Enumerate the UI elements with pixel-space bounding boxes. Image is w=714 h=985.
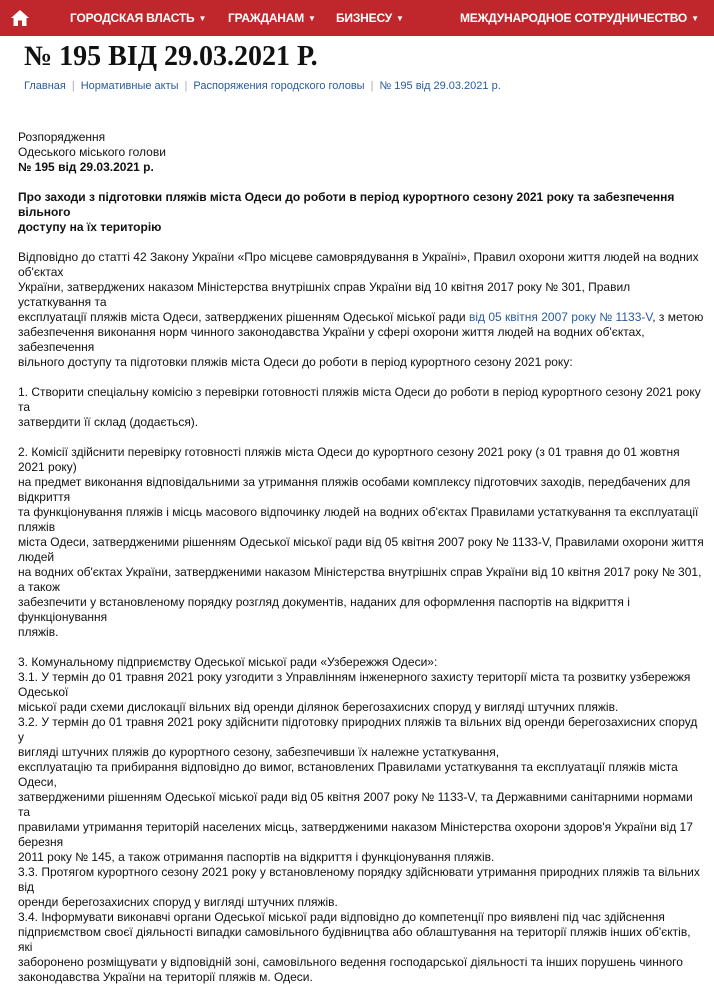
doc-line: пляжів. — [18, 625, 59, 639]
doc-line: Відповідно до статті 42 Закону України «Про місцеве самоврядування в Україні», Правил охорони життя людей на водних об'єктах — [18, 250, 699, 279]
doc-line: вільного доступу та підготовки пляжів міста Одеси до роботи в період курортного сезону 2021 року: — [18, 355, 573, 369]
breadcrumb-home[interactable]: Главная — [24, 80, 66, 92]
doc-line: міської ради схеми дислокації вільних від оренди ділянок берегозахисних споруд у вигляді штучних пляжів. — [18, 700, 619, 714]
document-body — [18, 130, 706, 985]
doc-line: оренди берегозахисних споруд у вигляді штучних пляжів. — [18, 895, 338, 909]
doc-line: правилами утримання територій населених місць, затвердженими наказом Міністерства охорони здоров'я України від 17 березня — [18, 820, 693, 849]
page-title: № 195 ВІД 29.03.2021 Р. — [24, 41, 318, 72]
doc-line: та функціонування пляжів і місць масового відпочинку людей на водних об'єктах Правилами устаткування та експлуатації пляжів — [18, 505, 699, 534]
doc-line: експлуатацію та прибирання відповідно до вимог, встановлених Правилами устаткування та експлуатації пляжів міста Одеси, — [18, 760, 678, 789]
doc-item-3 — [18, 655, 706, 985]
doc-subject — [18, 190, 706, 235]
chevron-down-icon: ▼ — [396, 14, 404, 23]
doc-line: 1. Створити спеціальну комісію з перевірки готовності пляжів міста Одеси до роботи в період курортного сезону 2021 року та — [18, 385, 701, 414]
breadcrumb-mayor-orders[interactable]: Распоряжения городского головы — [193, 80, 365, 92]
doc-header — [18, 130, 706, 175]
breadcrumb — [24, 80, 501, 92]
doc-line: 3.4. Інформувати виконавчі органи Одеської міської ради відповідно до компетенції про виявлені під час здійснення — [18, 910, 665, 924]
doc-line: затвердженими рішенням Одеської міської ради від 05 квітня 2007 року № 1133-V, та Державними санітарними нормами та — [18, 790, 693, 819]
doc-issuer: Одеського міського голови — [18, 145, 166, 159]
doc-line: заборонено розміщувати у відповідній зоні, самовільного ведення господарської діяльності та інших порушень чинного — [18, 955, 683, 969]
nav-city-authority[interactable] — [70, 0, 206, 36]
nav-label: ГРАЖДАНАМ — [228, 11, 305, 25]
doc-line: міста Одеси, затвердженими рішенням Одеської міської ради від 05 квітня 2007 року № 1133-V, Правилами охорони життя людей — [18, 535, 704, 564]
doc-line: 3.1. У термін до 01 травня 2021 року узгодити з Управлінням інженерного захисту території міста та розвитку узбережжя Одеської — [18, 670, 691, 699]
nav-international-cooperation[interactable] — [460, 0, 699, 36]
doc-item-2 — [18, 445, 706, 640]
chevron-down-icon: ▼ — [691, 14, 699, 23]
breadcrumb-current[interactable]: № 195 від 29.03.2021 р. — [379, 80, 501, 92]
nav-label: МЕЖДУНАРОДНОЕ СОТРУДНИЧЕСТВО — [460, 11, 688, 25]
doc-line: підприємством своєї діяльності випадки самовільного будівництва або облаштування на території пляжів інших об'єктів, які — [18, 925, 691, 954]
doc-line-part: , з метою — [652, 310, 704, 324]
top-navigation-bar — [0, 0, 714, 36]
decision-1133-link[interactable]: від 05 квітня 2007 року № 1133-V — [468, 310, 653, 324]
doc-line: 3. Комунальному підприємству Одеської міської ради «Узбережжя Одеси»: — [18, 655, 438, 669]
doc-line: України, затверджених наказом Міністерства внутрішніх справ України від 10 квітня 2017 року № 301, Правил устаткування та — [18, 280, 631, 309]
breadcrumb-separator: | — [370, 80, 374, 92]
doc-item-1 — [18, 385, 706, 430]
doc-line-part: експлуатації пляжів міста Одеси, затверджених рішенням Одеської міської ради — [18, 310, 469, 324]
nav-business[interactable] — [336, 0, 404, 36]
doc-line: 3.3. Протягом курортного сезону 2021 року у встановленому порядку здійснювати утримання природних пляжів та вільних від — [18, 865, 700, 894]
doc-line: забезпечити у встановленому порядку розгляд документів, наданих для оформлення паспортів на відкриття і функціонування — [18, 595, 630, 624]
doc-line: 3.2. У термін до 01 травня 2021 року здійснити підготовку природних пляжів та вільних від оренди берегозахисних споруд у — [18, 715, 698, 744]
nav-label: ГОРОДСКАЯ ВЛАСТЬ — [70, 11, 195, 25]
doc-line: на водних об'єктах України, затвердженими наказом Міністерства внутрішніх справ України від 10 квітня 2017 року № 301, а також — [18, 565, 702, 594]
breadcrumb-normative-acts[interactable]: Нормативные акты — [80, 80, 179, 92]
breadcrumb-separator: | — [184, 80, 188, 92]
doc-line: 2011 року № 145, а також отримання паспортів на відкриття і функціонування пляжів. — [18, 850, 495, 864]
doc-type: Розпорядження — [18, 130, 106, 144]
doc-line — [18, 310, 706, 325]
doc-line: затвердити її склад (додається). — [18, 415, 199, 429]
doc-subject-line: Про заходи з підготовки пляжів міста Одеси до роботи в період курортного сезону 2021 року та забезпечення вільного — [18, 190, 675, 219]
doc-line: 2. Комісії здійснити перевірку готовності пляжів міста Одеси до курортного сезону 2021 року (з 01 травня до 01 жовтня 2021 року) — [18, 445, 680, 474]
doc-number: № 195 від 29.03.2021 р. — [18, 160, 154, 174]
doc-line: на предмет виконання відповідальними за утримання пляжів особами комплексу підготовчих заходів, передбачених для відкриття — [18, 475, 691, 504]
breadcrumb-separator: | — [71, 80, 75, 92]
chevron-down-icon: ▼ — [308, 14, 316, 23]
doc-line: забезпечення виконання норм чинного законодавства України у сфері охорони життя людей на водних об'єктах, забезпечення — [18, 325, 645, 354]
doc-line: законодавства України на території пляжів м. Одеси. — [18, 970, 313, 984]
doc-line: вигляді штучних пляжів до курортного сезону, забезпечивши їх належне устаткування, — [18, 745, 500, 759]
chevron-down-icon: ▼ — [198, 14, 207, 23]
home-icon[interactable] — [10, 8, 30, 28]
nav-citizens[interactable] — [228, 0, 316, 36]
doc-subject-line: доступу на їх територію — [18, 220, 162, 234]
nav-label: БИЗНЕСУ — [336, 11, 393, 25]
doc-preamble — [18, 250, 706, 370]
